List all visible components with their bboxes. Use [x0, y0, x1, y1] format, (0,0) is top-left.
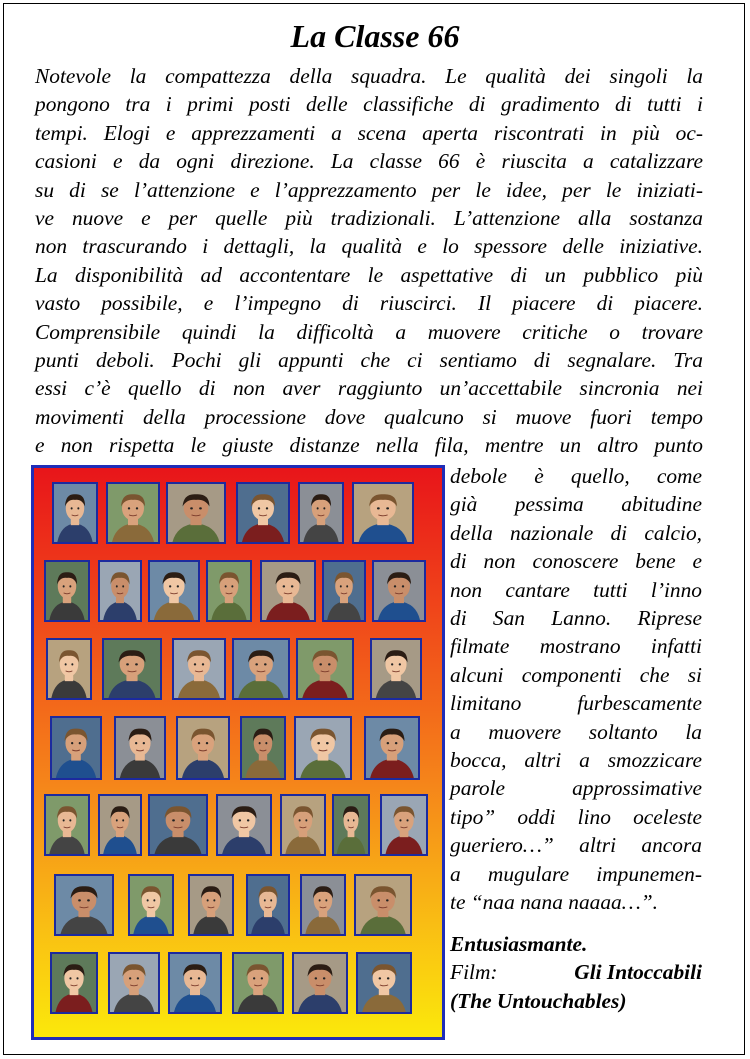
portrait-photo — [148, 794, 208, 856]
portrait-photo — [108, 952, 160, 1014]
paragraph-line: e non rispetta le giuste distanze nella fila, mentre un altro punto — [35, 433, 703, 458]
side-paragraph-line: di San Lanno. Riprese — [450, 606, 702, 631]
portrait-photo — [232, 952, 284, 1014]
paragraph-line: Comprensibile quindi la difficoltà a muovere critiche o trovare — [35, 319, 703, 344]
portrait-photo — [356, 952, 412, 1014]
side-paragraph-line: già pessima abitudine — [450, 492, 702, 517]
paragraph-line: movimenti della processione dove qualcuno si muove fuori tempo — [35, 404, 703, 429]
portrait-photo — [246, 874, 290, 936]
portrait-photo — [54, 874, 114, 936]
paragraph-line: casioni e da ogni direzione. La classe 66 è riuscita a catalizzare — [35, 149, 703, 174]
portrait-photo — [50, 716, 102, 780]
portrait-photo — [354, 874, 412, 936]
paragraph-line: pongono tra i primi posti delle classifiche di gradimento di tutti i — [35, 92, 703, 117]
portrait-photo — [232, 638, 290, 700]
portrait-photo — [292, 952, 348, 1014]
film-title: Gli Intoccabili — [574, 960, 702, 985]
portrait-photo — [240, 716, 286, 780]
portrait-photo — [206, 560, 252, 622]
portrait-photo — [128, 874, 174, 936]
paragraph-line: tempi. Elogi e apprezzamenti a scena aperta riscontrati in più oc- — [35, 120, 703, 145]
portrait-photo — [300, 874, 346, 936]
portrait-photo — [296, 638, 354, 700]
portrait-photo — [280, 794, 326, 856]
portrait-photo — [352, 482, 414, 544]
portrait-photo — [236, 482, 290, 544]
side-paragraph — [450, 462, 702, 917]
side-paragraph-line: gueriero…” altri ancora — [450, 833, 702, 858]
document-page — [3, 3, 745, 1055]
portrait-photo — [106, 482, 160, 544]
side-paragraph-line: filmate mostrano infatti — [450, 634, 702, 659]
portrait-photo — [216, 794, 272, 856]
paragraph-line: ve nuove e per quelle più tradizionali. L’attenzione alla sostanza — [35, 206, 703, 231]
portrait-photo — [298, 482, 344, 544]
portrait-photo — [114, 716, 166, 780]
portrait-photo — [50, 952, 98, 1014]
portrait-photo — [322, 560, 366, 622]
side-paragraph-line: bocca, altri a smozzicare — [450, 748, 702, 773]
portrait-photo — [168, 952, 222, 1014]
portrait-photo — [372, 560, 426, 622]
side-paragraph-line: alcuni componenti che si — [450, 662, 702, 687]
photo-collage — [31, 465, 445, 1040]
page-title: La Classe 66 — [290, 18, 460, 54]
portrait-photo — [370, 638, 422, 700]
portrait-photo — [98, 794, 142, 856]
portrait-photo — [44, 794, 90, 856]
paragraph-line: La disponibilità ad accontentare le aspettative di un pubblico più — [35, 262, 703, 287]
verdict-block — [450, 930, 702, 1015]
paragraph-line: punti deboli. Pochi gli appunti che ci sentiamo di segnalare. Tra — [35, 348, 703, 373]
side-paragraph-line: di non conoscere bene e — [450, 549, 702, 574]
film-line — [450, 958, 702, 986]
portrait-photo — [166, 482, 226, 544]
paragraph-line: su di se l’attenzione e l’apprezzamento per le idee, per le iniziati- — [35, 177, 703, 202]
portrait-photo — [188, 874, 234, 936]
portrait-photo — [294, 716, 352, 780]
paragraph-line: essi c’è quello di non aver raggiunto un’accettabile sincronia nei — [35, 376, 703, 401]
main-paragraph — [35, 62, 703, 460]
paragraph-line: non trascurando i dettagli, la qualità e lo spessore delle iniziative. — [35, 234, 703, 259]
film-subtitle: (The Untouchables) — [450, 988, 627, 1013]
side-paragraph-line: debole è quello, come — [450, 464, 702, 488]
paragraph-line: vasto possibile, e l’impegno di riuscirci. Il piacere di piacere. — [35, 291, 703, 316]
portrait-photo — [46, 638, 92, 700]
portrait-photo — [176, 716, 230, 780]
paragraph-line: Notevole la compattezza della squadra. Le qualità dei singoli la — [35, 64, 703, 88]
side-paragraph-line: non cantare tutti l’inno — [450, 577, 702, 602]
portrait-photo — [102, 638, 162, 700]
side-paragraph-line: a mugulare impunemen- — [450, 861, 702, 886]
side-paragraph-line: tipo” oddi lino oceleste — [450, 804, 702, 829]
portrait-photo — [332, 794, 370, 856]
portrait-photo — [380, 794, 428, 856]
portrait-photo — [148, 560, 200, 622]
side-paragraph-line: della nazionale di calcio, — [450, 520, 702, 545]
portrait-photo — [364, 716, 420, 780]
side-paragraph-line: te “naa nana naaaa…”. — [450, 890, 658, 915]
portrait-photo — [44, 560, 90, 622]
portrait-photo — [52, 482, 98, 544]
portrait-photo — [260, 560, 316, 622]
side-paragraph-line: parole approssimative — [450, 776, 702, 801]
side-paragraph-line: a muovere soltanto la — [450, 719, 702, 744]
side-paragraph-line: limitano furbescamente — [450, 691, 702, 716]
portrait-photo — [172, 638, 226, 700]
film-label: Film: — [450, 960, 498, 985]
verdict-text: Entusiasmante. — [450, 932, 588, 956]
portrait-photo — [98, 560, 142, 622]
